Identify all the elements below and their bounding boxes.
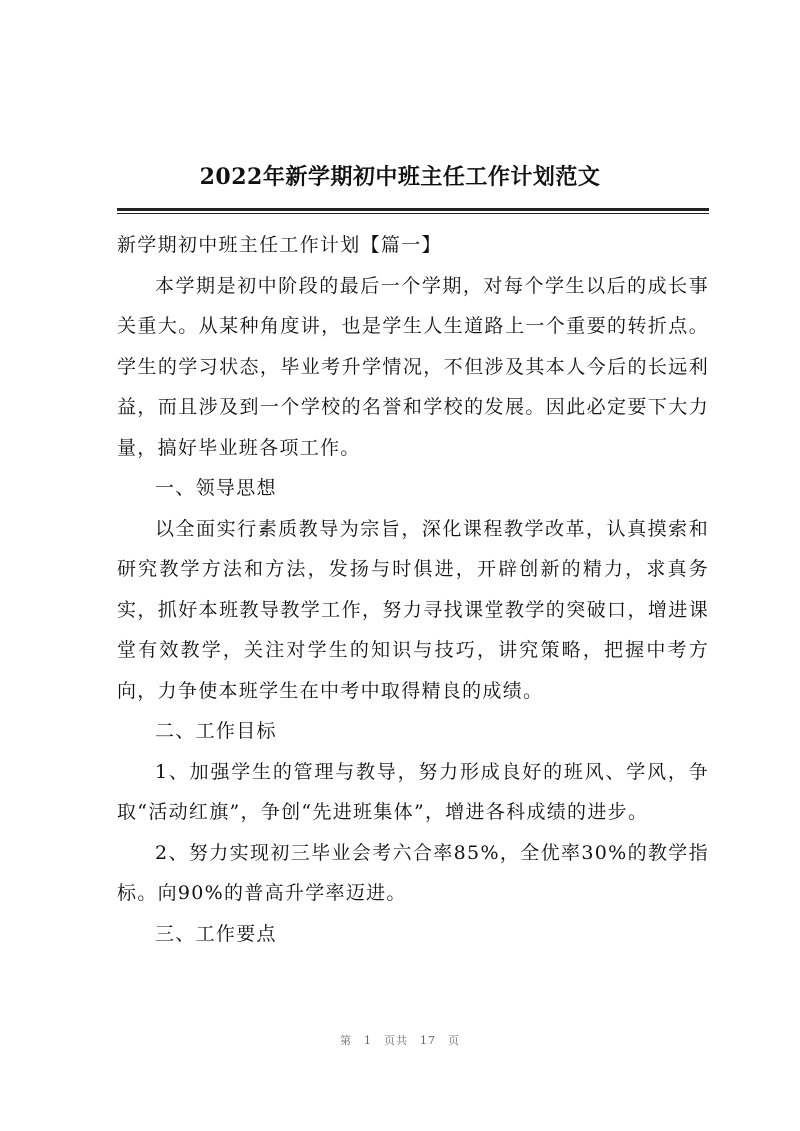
footer-suffix: 页 [448,1034,460,1047]
footer-middle: 页共 [384,1034,408,1047]
title-rule-thick [117,208,709,211]
heading-guiding-thought: 一、领导思想 [155,477,277,499]
document-title: 2022年新学期初中班主任工作计划范文 [199,164,601,190]
section-heading: 新学期初中班主任工作计划【篇一】 [117,234,442,256]
heading-work-goals: 二、工作目标 [155,720,277,742]
heading-work-points: 三、工作要点 [155,922,277,945]
footer-prefix: 第 [340,1034,352,1047]
document-body [117,225,709,954]
footer-current-page: 1 [364,1034,372,1047]
goal-item-1: 1、加强学生的管理与教导，努力形成良好的班风、学风，争取“活动红旗”，争创“先进班集体”，增进各科成绩的进步。 [117,760,709,823]
intro-paragraph: 本学期是初中阶段的最后一个学期，对每个学生以后的成长事关重大。从某种角度讲，也是学生人生道路上一个重要的转折点。学生的学习状态，毕业考升学情况，不但涉及其本人今后的长远利益，而且涉及到一个学校的名誉和学校的发展。因此必定要下大力量，搞好毕业班各项工作。 [117,274,709,459]
title-rule-thin [117,213,709,214]
goal-item-2: 2、努力实现初三毕业会考六合率85%，全优率30%的教学指标。向90%的普高升学率迈进。 [117,841,709,904]
footer-total-pages: 17 [420,1034,436,1047]
guiding-thought-paragraph: 以全面实行素质教导为宗旨，深化课程教学改革，认真摸索和研究教学方法和方法，发扬与时俱进，开辟创新的精力，求真务实，抓好本班教导教学工作，努力寻找课堂教学的突破口，增进课堂有效教学，关注对学生的知识与技巧，讲究策略，把握中考方向，力争使本班学生在中考中取得精良的成绩。 [117,517,709,702]
page-footer [0,1032,800,1048]
